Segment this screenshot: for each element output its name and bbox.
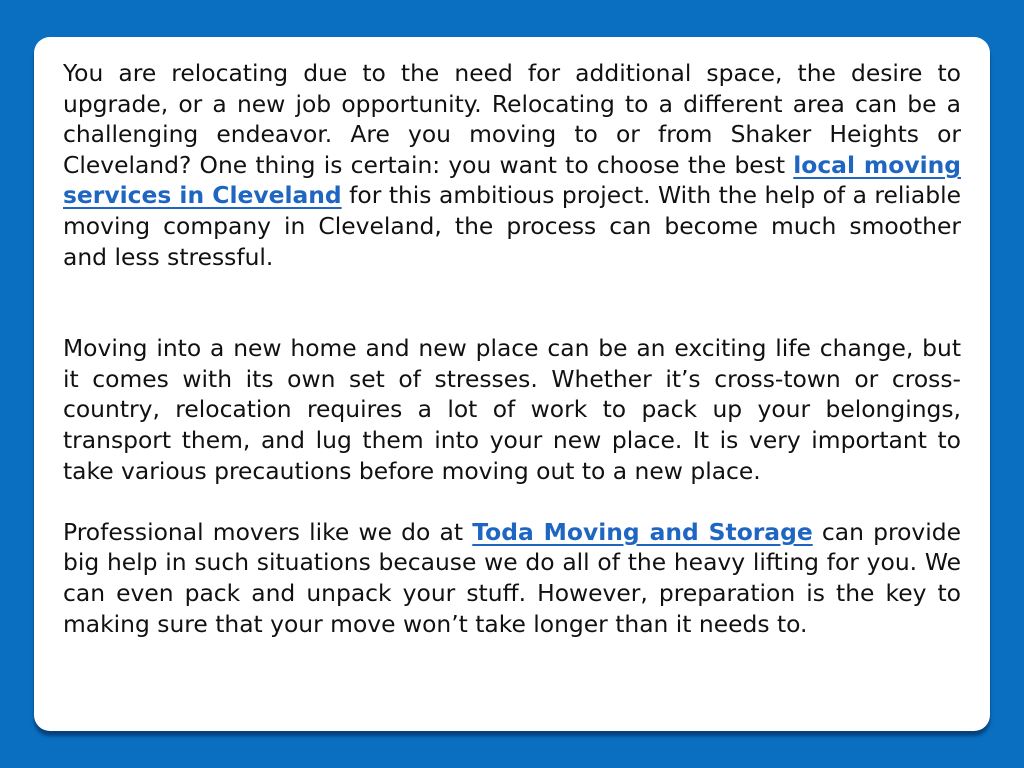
paragraph-text: Moving into a new home and new place can be an exciting life change, but it comes with its own set of stresses. Whether it’s cross-town or cross-country, relocation requires a lot of work to pack up your belongings, transport them, and lug them into your new place. It is very important to take various precautions before moving out to a new place. — [63, 334, 961, 485]
paragraph-moving-home — [63, 333, 961, 486]
local-moving-services-link[interactable]: local moving services in Cleveland — [63, 150, 961, 210]
paragraph-text: Professional movers like we do at — [63, 517, 473, 546]
paragraph-text: You are relocating due to the need for additional space, the desire to upgrade, or a new job opportunity. Relocating to a different area can be a challenging endeavor. Are you moving to or from Shaker Heights or Cleveland? One thing is certain: you want to choose the best — [63, 59, 961, 179]
paragraph-text: can provide big help in such situations because we do all of the heavy lifting for you. We can even pack and unpack your stuff. However, preparation is the key to making sure that your move won’t take longer than it needs to. — [63, 517, 961, 638]
paragraph-text: for this ambitious project. With the help of a reliable moving company in Cleveland, the process can become much smoother and less stressful. — [63, 181, 961, 271]
paragraph-professional-movers — [63, 517, 961, 639]
slide-content — [63, 58, 961, 639]
toda-moving-link[interactable]: Toda Moving and Storage — [472, 517, 813, 546]
paragraph-relocating — [63, 58, 961, 272]
